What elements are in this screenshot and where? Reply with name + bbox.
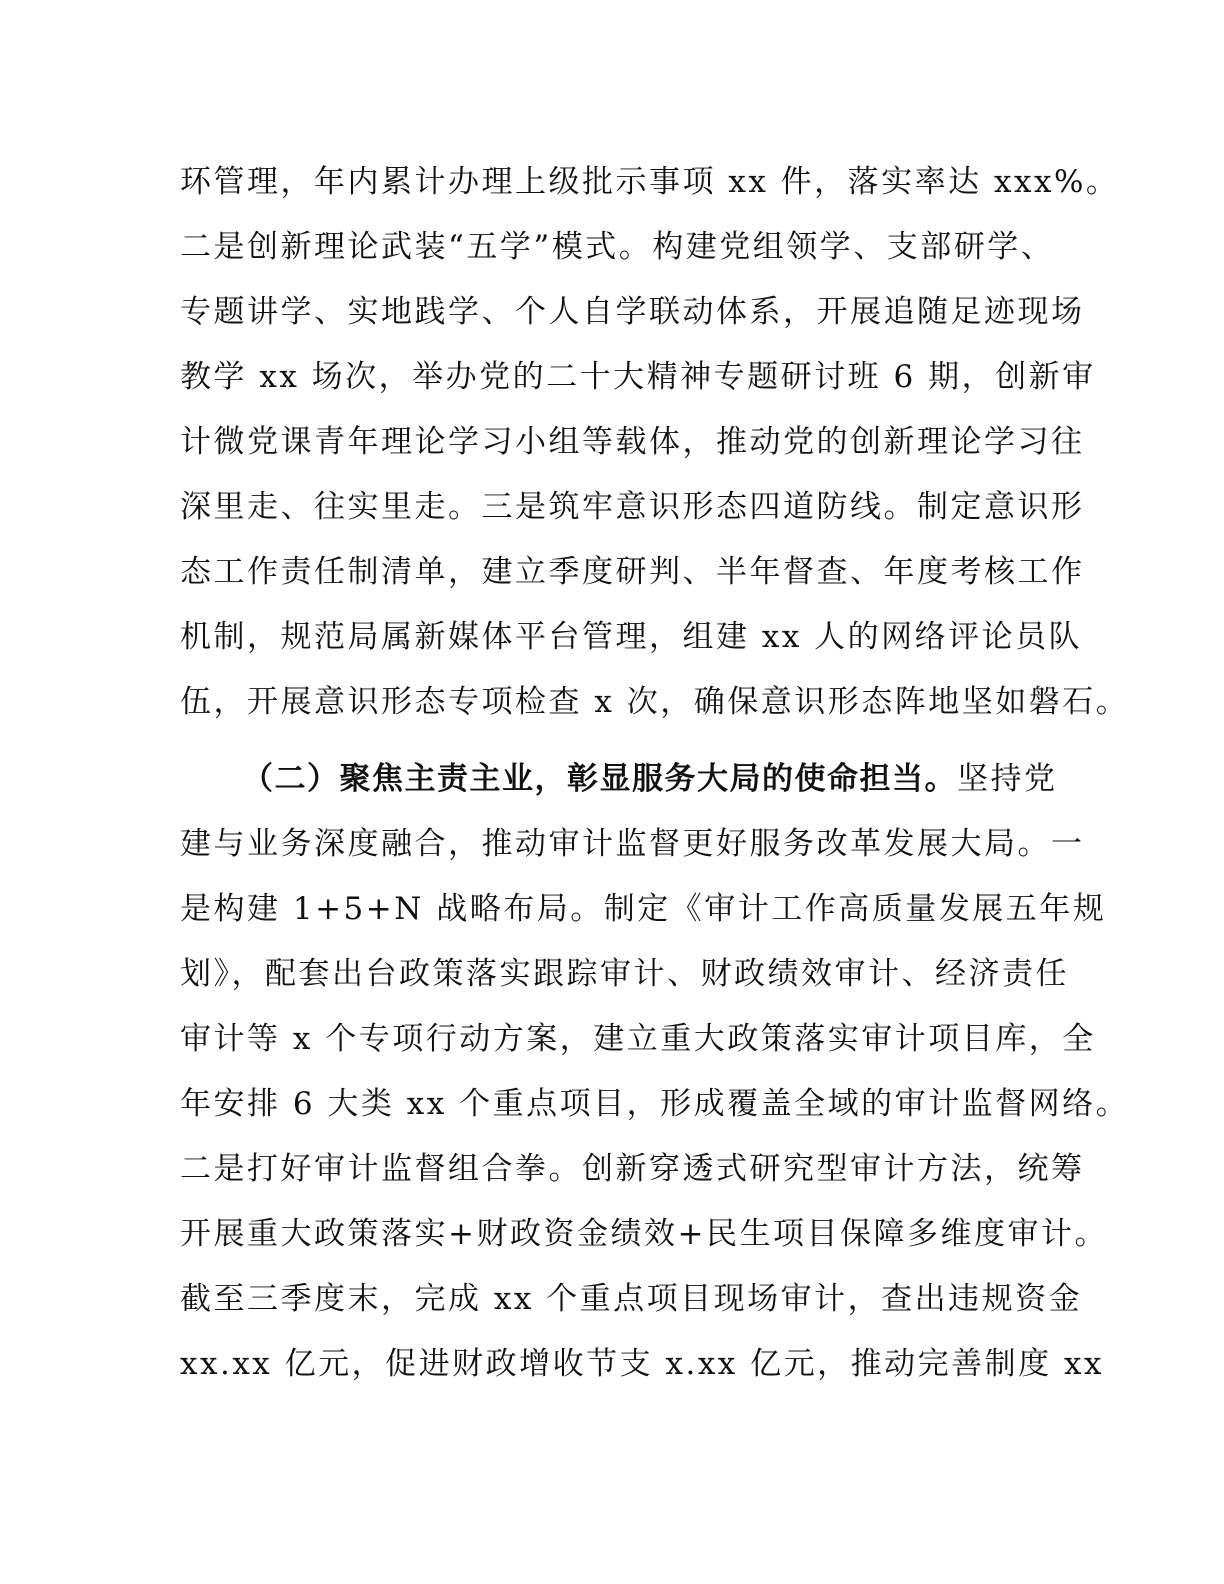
paragraph-line: 态工作责任制清单，建立季度研判、半年督查、年度考核工作 bbox=[180, 554, 1085, 590]
section-heading: （二）聚焦主责主业，彰显服务大局的使命担当。 bbox=[242, 761, 957, 797]
paragraph-line: xx.xx 亿元，促进财政增收节支 x.xx 亿元，推动完善制度 xx bbox=[180, 1346, 1104, 1382]
paragraph-line: 专题讲学、实地践学、个人自学联动体系，开展追随足迹现场 bbox=[180, 294, 1085, 330]
paragraph-line: 二是创新理论武装“五学”模式。构建党组领学、支部研学、 bbox=[180, 229, 1055, 265]
paragraph-line: 审计等 x 个专项行动方案，建立重大政策落实审计项目库，全 bbox=[180, 1021, 1096, 1057]
paragraph-line: 划》，配套出台政策落实跟踪审计、财政绩效审计、经济责任 bbox=[180, 956, 1069, 992]
paragraph-line: 教学 xx 场次，举办党的二十大精神专题研讨班 6 期，创新审 bbox=[180, 359, 1096, 395]
section-heading-line bbox=[180, 747, 1058, 812]
document-body bbox=[180, 150, 1130, 1397]
paragraph-line: 计微党课青年理论学习小组等载体，推动党的创新理论学习往 bbox=[180, 424, 1085, 460]
paragraph-line: 建与业务深度融合，推动审计监督更好服务改革发展大局。一 bbox=[180, 826, 1085, 862]
paragraph-line: 二是打好审计监督组合拳。创新穿透式研究型审计方法，统筹 bbox=[180, 1151, 1085, 1187]
paragraph-line: 截至三季度末，完成 xx 个重点项目现场审计，查出违规资金 bbox=[180, 1281, 1083, 1317]
paragraph-line: 年安排 6 大类 xx 个重点项目，形成覆盖全域的审计监督网络。 bbox=[180, 1086, 1130, 1122]
paragraph-line: 深里走、往实里走。三是筑牢意识形态四道防线。制定意识形 bbox=[180, 489, 1085, 525]
paragraph-line: 伍，开展意识形态专项检查 x 次，确保意识形态阵地坚如磐石。 bbox=[180, 684, 1130, 720]
paragraph-2 bbox=[180, 747, 1130, 1397]
paragraph-line: 环管理，年内累计办理上级批示事项 xx 件，落实率达 xxx%。 bbox=[180, 164, 1120, 200]
paragraph-line: 开展重大政策落实+财政资金绩效+民生项目保障多维度审计。 bbox=[180, 1216, 1108, 1252]
paragraph-line: 机制，规范局属新媒体平台管理，组建 xx 人的网络评论员队 bbox=[180, 619, 1083, 655]
paragraph-1 bbox=[180, 150, 1130, 735]
paragraph-line: 是构建 1+5+N 战略布局。制定《审计工作高质量发展五年规 bbox=[180, 891, 1107, 927]
heading-line-rest: 坚持党 bbox=[957, 761, 1058, 797]
